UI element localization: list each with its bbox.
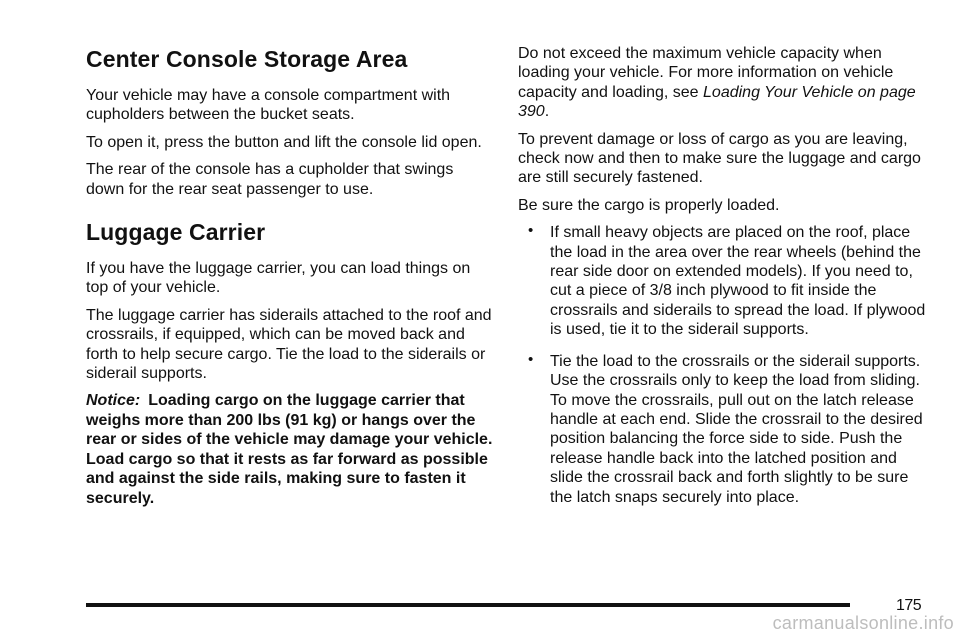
left-column <box>86 44 496 516</box>
paragraph-properly-loaded: Be sure the cargo is properly loaded. <box>518 196 780 214</box>
paragraph-console-compartment: Your vehicle may have a console compartment with cupholders between the bucket seats. <box>86 87 451 124</box>
paragraph-luggage-intro: If you have the luggage carrier, you can load things on top of your vehicle. <box>86 260 471 297</box>
notice-text: Loading cargo on the luggage carrier that weighs more than 200 lbs (91 kg) or hangs over the rear or sides of the vehicle may damage your vehicle. Load cargo so that it rests as far forward as possible and against the side rails, making sure to fasten it securely. <box>86 392 493 507</box>
notice-label: Notice: <box>86 392 141 410</box>
list-item-text: If small heavy objects are placed on the roof, place the load in the area over the rear wheels (behind the rear side door on extended models). If you need to, cut a piece of 3/8 inch plywood to fit inside the crossrails and siderails to spread the load. If plywood is used, tie it to the siderail supports. <box>550 224 926 339</box>
heading-center-console: Center Console Storage Area <box>86 46 408 72</box>
watermark: carmanualsonline.info <box>772 613 954 633</box>
paragraph-open-console: To open it, press the button and lift the console lid open. <box>86 133 482 151</box>
bullet-icon: • <box>528 350 534 368</box>
bullet-icon: • <box>528 222 534 240</box>
capacity-text-end: . <box>544 103 550 121</box>
footer-rule <box>86 603 850 607</box>
list-item <box>518 223 928 339</box>
list-item-text: Tie the load to the crossrails or the siderail supports. Use the crossrails only to keep the load from sliding. To move the crossrails, pull out on the latch release handle at each end. Slide the crossrail to the desired position balancing the force side to side. Push the release handle back into the latched position and slide the crossrail back and forth slightly to be sure the latch snaps securely into place. <box>550 352 923 506</box>
list-item <box>518 352 928 507</box>
page-number: 175 <box>896 597 922 614</box>
capacity-text: Do not exceed the maximum vehicle capacity when loading your vehicle. For more information on vehicle capacity and loading, see <box>518 45 894 101</box>
notice-paragraph <box>86 391 496 507</box>
cross-reference-link: Loading Your Vehicle on page 390 <box>518 83 916 121</box>
paragraph-max-capacity <box>518 44 928 122</box>
paragraph-rear-cupholder: The rear of the console has a cupholder that swings down for the rear seat passenger to use. <box>86 161 454 198</box>
paragraph-prevent-damage: To prevent damage or loss of cargo as you are leaving, check now and then to make sure the luggage and cargo are still securely fastened. <box>518 130 921 187</box>
bullet-list <box>518 223 928 507</box>
right-column <box>518 44 928 519</box>
heading-luggage-carrier: Luggage Carrier <box>86 219 266 246</box>
paragraph-siderails: The luggage carrier has siderails attached to the roof and crossrails, if equipped, which can be moved back and forth to help secure cargo. Tie the load to the siderails or siderail supports. <box>86 306 492 383</box>
